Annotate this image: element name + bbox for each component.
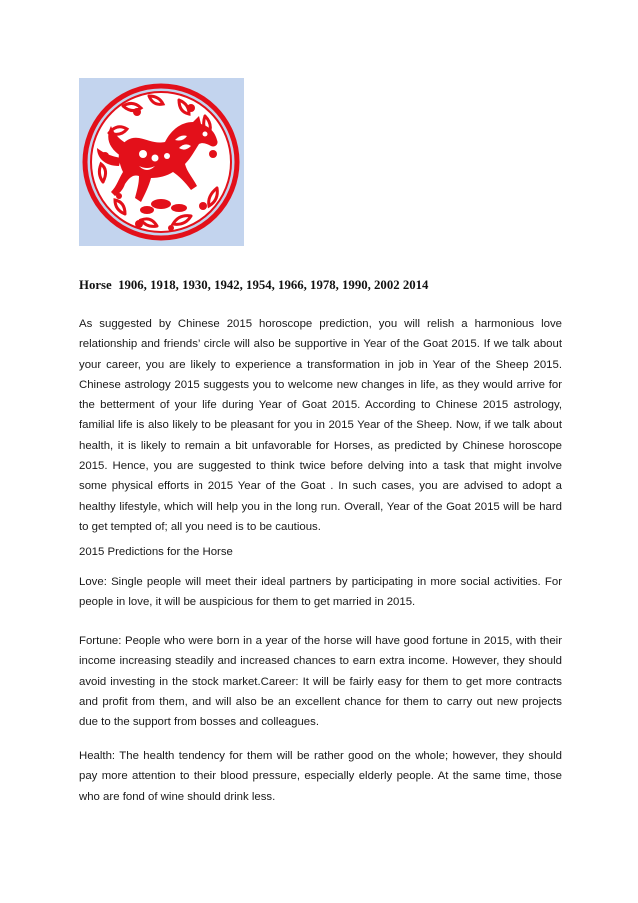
horse-papercut-icon <box>79 78 244 246</box>
love-paragraph: Love: Single people will meet their ideal partners by participating in more social activities. For people in love, it will be auspicious for them to get married in 2015. <box>79 576 562 609</box>
intro-paragraph: As suggested by Chinese 2015 horoscope prediction, you will relish a harmonious love relationship and friends’ circle will also be supportive in Year of the Goat 2015. If we talk about your career, you are likely to experience a transformation in job in Year of the Sheep 2015. Chinese astrology 2015 suggests you to welcome new changes in life, as they would arrive for the betterment of your life during Year of Goat 2015. According to Chinese 2015 astrology, familial life is also likely to be pleasant for you in 2015 Year of the Sheep. Now, if we talk about health, it is likely to remain a bit unfavorable for Horses, as predicted by Chinese horoscope 2015. Hence, you are suggested to think twice before delving into a task that might involve some physical efforts in 2015 Year of the Goat . In such cases, you are advised to adopt a healthy lifestyle, which will help you in the long run. Overall, Year of the Goat 2015 will be hard to get tempted of; all you need is to be cautious. <box>79 318 562 533</box>
section-title: 2015 Predictions for the Horse <box>79 546 233 558</box>
fortune-paragraph: Fortune: People who were born in a year of the horse will have good fortune in 2015, with their income increasing steadily and increased chances to earn extra income. However, they should avoid investing in the stock market.Career: It will be fairly easy for them to get more contracts and profit from them, and will also be an excellent chance for them to carry out new projects due to the support from bosses and colleagues. <box>79 635 562 729</box>
horse-emblem <box>79 78 244 246</box>
page-heading: Horse 1906, 1918, 1930, 1942, 1954, 1966, 1978, 1990, 2002 2014 <box>79 278 429 292</box>
health-paragraph: Health: The health tendency for them will be rather good on the whole; however, they should pay more attention to their blood pressure, especially elderly people. At the same time, those who are fond of wine should drink less. <box>79 750 562 803</box>
